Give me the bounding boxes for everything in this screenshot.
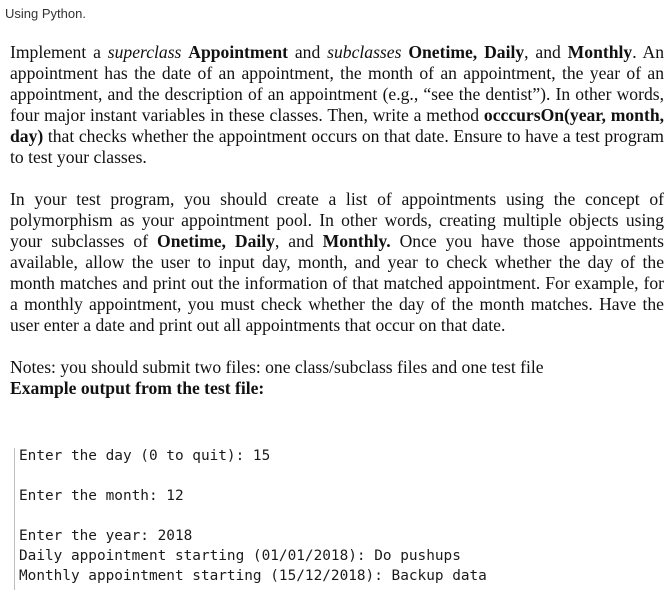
code-line: Monthly appointment starting (15/12/2018): Backup data bbox=[19, 568, 487, 584]
code-line: Daily appointment starting (01/01/2018): Do pushups bbox=[19, 548, 461, 564]
code-line: Enter the day (0 to quit): 15 bbox=[19, 448, 271, 464]
document-body bbox=[10, 42, 664, 399]
bold-monthly: Monthly. bbox=[322, 231, 391, 251]
bold-onetime-daily: Onetime, Daily bbox=[408, 42, 525, 62]
bold-monthly: Monthly bbox=[567, 42, 633, 62]
text: In your test program, you should create a list of appointments using the concept of polymorphism as your appointment pool. In other words, creating multiple objects using your subclasses of bbox=[10, 189, 664, 251]
bold-method: occcursOn(year, month, day) bbox=[10, 105, 664, 146]
paragraph-test-program bbox=[10, 189, 664, 336]
emphasis-superclass: superclass bbox=[107, 42, 182, 62]
emphasis-subclasses: subclasses bbox=[327, 42, 402, 62]
bold-onetime-daily: Onetime, Daily bbox=[157, 231, 275, 251]
text: Implement a bbox=[10, 42, 108, 62]
code-line: Enter the month: 12 bbox=[19, 488, 184, 504]
text: , and bbox=[524, 42, 568, 62]
text: Once you have those appointments available, allow the user to input day, month, and year to check whether the day of the month matches and print out the information of that matched appointment. For example, for a monthly appointment, you must check whether the day of the month matches. Have the user enter a date and print out all appointments that occur on that date. bbox=[10, 231, 665, 335]
text: and bbox=[288, 42, 328, 62]
text: , and bbox=[274, 231, 323, 251]
bold-appointment: Appointment bbox=[188, 42, 288, 62]
notes: Notes: you should submit two files: one class/subclass files and one test file bbox=[10, 357, 544, 377]
paragraph-intro bbox=[10, 42, 664, 168]
example-output-block bbox=[14, 448, 655, 590]
text: that checks whether the appointment occurs on that date. Ensure to have a test program to test your classes. bbox=[10, 126, 664, 167]
code-line: Enter the year: 2018 bbox=[19, 528, 193, 544]
header-title: Using Python. bbox=[5, 6, 86, 21]
text: . An appointment has the date of an appointment, the month of an appointment, the year of an appointment, and the description of an appointment (e.g., “see the dentist”). In other words, four major instant variables in these classes. Then, write a method bbox=[10, 42, 664, 125]
example-heading: Example output from the test file: bbox=[10, 378, 265, 398]
